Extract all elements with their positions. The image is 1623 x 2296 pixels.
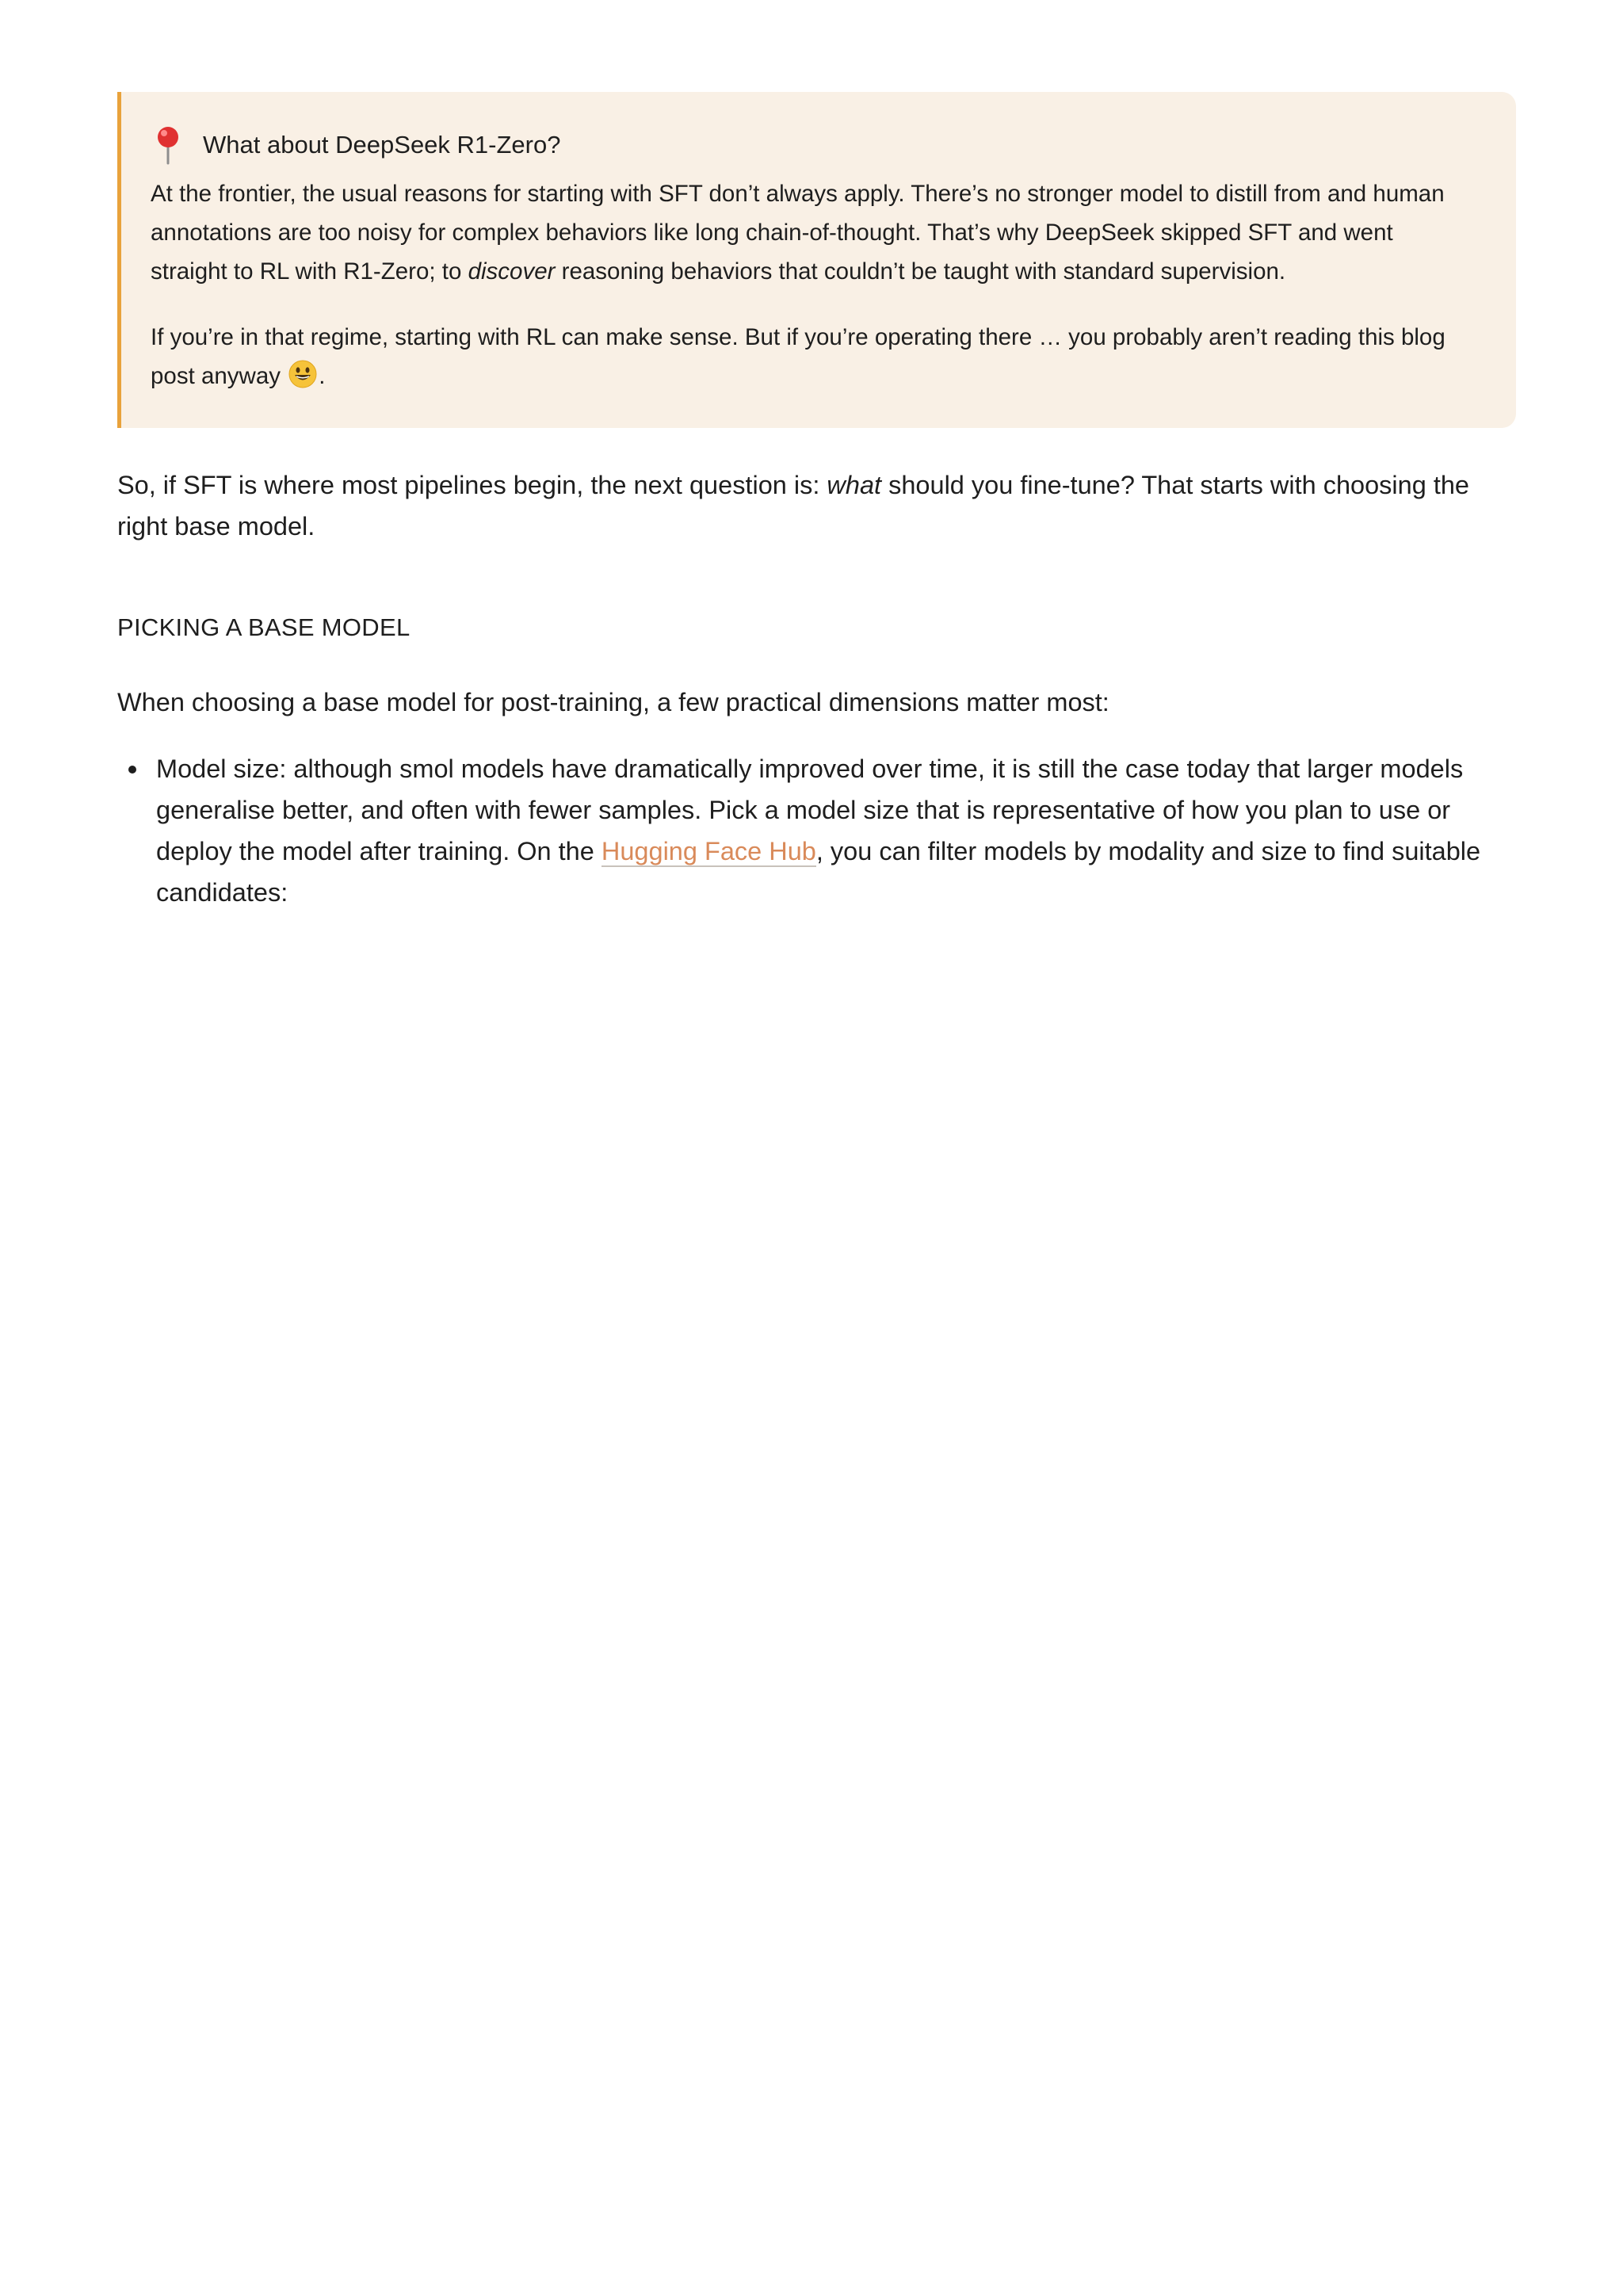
- bullet-list: [117, 748, 1516, 913]
- section-heading: PICKING A BASE MODEL: [117, 613, 411, 641]
- list-item: [117, 748, 1516, 913]
- callout-p1-text: At the frontier, the usual reasons for starting with SFT don’t always apply. There’s no stronger model to distill from and human annotations are too noisy for complex behaviors like long chain-of-thought. That’s why DeepSeek skipped SFT and went straight to RL with R1-Zero; to: [151, 181, 1445, 285]
- callout-p1-text-end: reasoning behaviors that couldn’t be taught with standard supervision.: [555, 258, 1286, 285]
- callout-p1-emphasis: discover: [468, 258, 556, 285]
- intro-text: So, if SFT is where most pipelines begin, the next question is:: [117, 471, 827, 499]
- note-callout: [117, 92, 1516, 428]
- list-item-text-end: , you can filter models by modality and size to find suitable candidates:: [156, 837, 1481, 907]
- grinning-face-icon: [288, 360, 317, 388]
- callout-paragraph-1: [151, 174, 1468, 291]
- callout-title-row: [151, 122, 1468, 168]
- callout-title: What about DeepSeek R1-Zero?: [203, 131, 561, 159]
- round-pushpin-icon: [152, 125, 184, 165]
- callout-p2-text: If you’re in that regime, starting with RL can make sense. But if you’re operating there … you probably aren’t reading this blog post anyway: [151, 324, 1445, 389]
- intro-paragraph: [117, 464, 1516, 547]
- list-item-text: Model size: although smol models have dramatically improved over time, it is still the case today that larger models generalise better, and often with fewer samples. Pick a model size that is representative of how you plan to use or deploy the model after training. On the: [156, 755, 1464, 865]
- intro-emphasis: what: [827, 471, 882, 499]
- bullet-marker: [128, 766, 136, 774]
- section-lead-paragraph: When choosing a base model for post-training, a few practical dimensions matter most:: [117, 688, 1109, 716]
- hugging-face-hub-link[interactable]: Hugging Face Hub: [601, 837, 816, 865]
- callout-p2-text-end: .: [319, 363, 326, 389]
- intro-text-end: should you fine-tune? That starts with choosing the right base model.: [117, 471, 1470, 541]
- callout-paragraph-2: [151, 318, 1468, 395]
